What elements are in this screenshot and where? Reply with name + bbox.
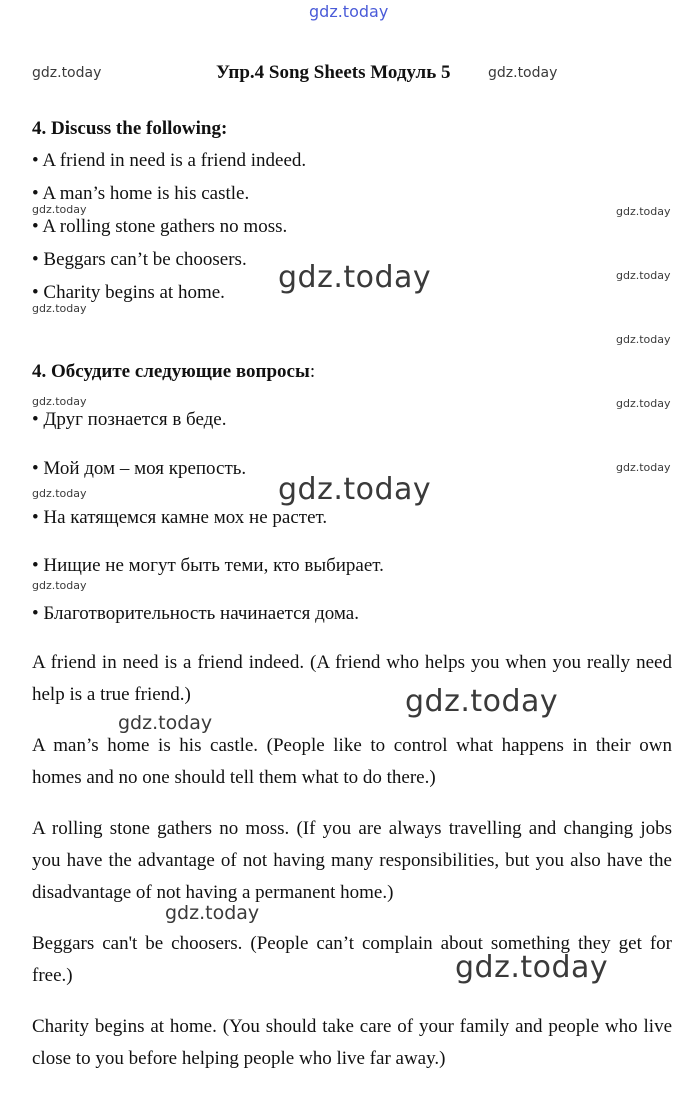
watermark: gdz.today [32,65,102,81]
watermark: gdz.today [278,260,432,295]
list-item: • Благотворительность начинается дома. [32,603,359,624]
heading-colon: : [309,361,316,382]
answer-paragraph: Beggars can't be choosers. (People can’t complain about something they get for free.) [32,933,672,986]
list-item: • Мой дом – моя крепость. [32,458,247,479]
section-heading-en: 4. Discuss the following: [32,118,228,139]
watermark: gdz.today [616,397,671,410]
section-heading-ru [32,361,315,383]
answer-paragraph: A friend in need is a friend indeed. (A friend who helps you when you really need help is a true friend.) [32,652,672,705]
list-item: • A rolling stone gathers no moss. [32,216,288,237]
watermark: gdz.today [616,333,671,346]
watermark: gdz.today [165,902,260,924]
list-item: • Нищие не могут быть теми, кто выбирает. [32,555,384,576]
page-title: Упр.4 Song Sheets Модуль 5 [216,62,451,83]
watermark: gdz.today [32,487,87,500]
list-item: • A man’s home is his castle. [32,183,250,204]
list-item: • A friend in need is a friend indeed. [32,150,307,171]
watermark: gdz.today [32,203,87,216]
watermark: gdz.today [488,65,558,81]
watermark: gdz.today [455,950,609,985]
heading-text: 4. Обсудите следующие вопросы [32,361,310,382]
watermark: gdz.today [32,395,87,408]
watermark: gdz.today [32,302,87,315]
watermark: gdz.today [118,712,213,734]
answer-paragraph: Charity begins at home. (You should take care of your family and people who live close to you before helping people who live far away.) [32,1016,672,1069]
watermark: gdz.today [278,472,432,507]
list-item: • Beggars can’t be choosers. [32,249,247,270]
list-item: • На катящемся камне мох не растет. [32,507,328,528]
watermark: gdz.today [405,684,559,719]
watermark-top: gdz.today [309,2,389,21]
watermark: gdz.today [616,461,671,474]
watermark: gdz.today [616,205,671,218]
watermark: gdz.today [32,579,87,592]
list-item: • Друг познается в беде. [32,409,227,430]
answer-paragraph: A man’s home is his castle. (People like to control what happens in their own homes and no one should tell them what to do there.) [32,735,672,788]
watermark: gdz.today [616,269,671,282]
answer-paragraph: A rolling stone gathers no moss. (If you are always travelling and changing jobs you have the advantage of not having many responsibilities, but you also have the disadvantage of not having a permanent home.) [32,818,672,903]
list-item: • Charity begins at home. [32,282,225,303]
